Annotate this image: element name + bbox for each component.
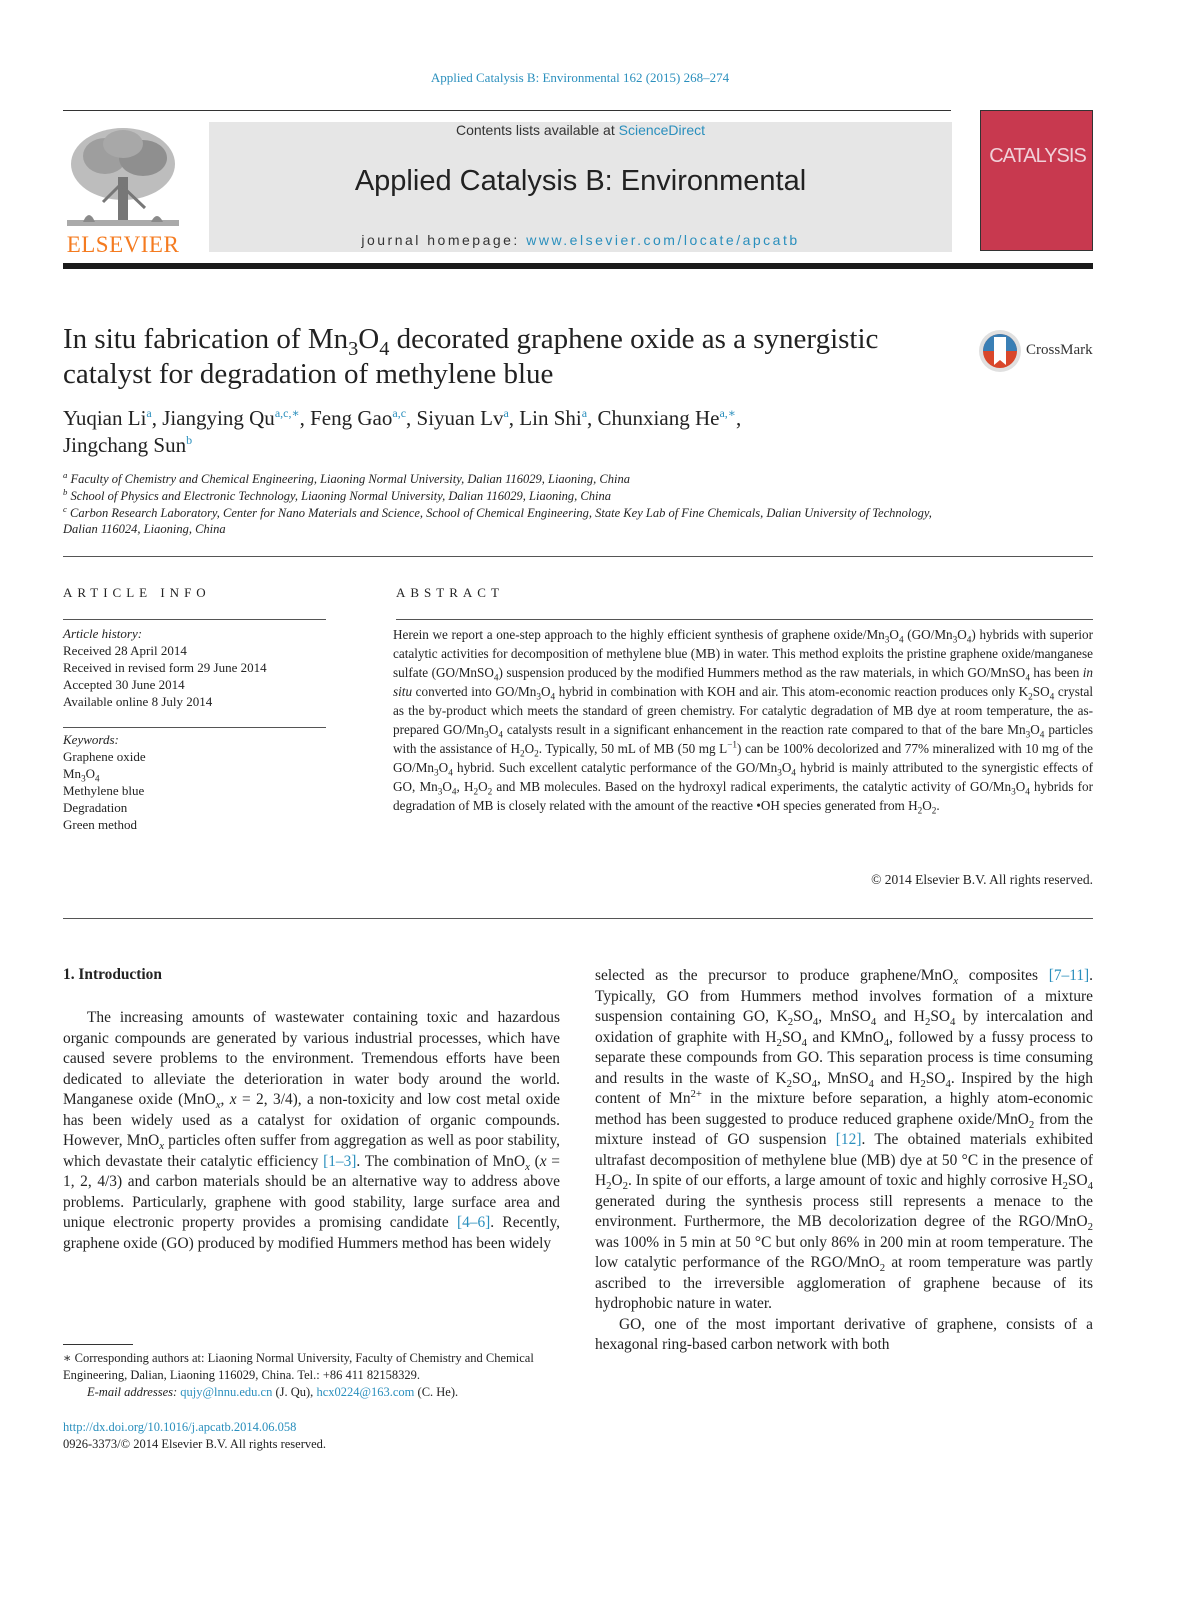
paragraph: The increasing amounts of wastewater containing toxic and hazardous organic compounds are generated by various industrial processes, which have caused severe problems to the environment. Tremendous efforts have been dedicated to alleviate the deterioration in water body around the world. Manganese oxide (MnO$_x$, x = 2, 3/4), a non-toxicity and low cost metal oxide has been widely used as a catalyst for oxidation of organic compounds. However, MnO$_x$ particles often suffer from aggregation as well as poor stability, which devastate their catalytic efficiency [1–3]. The combination of MnO$_x$ (x = 1, 2, 4/3) and carbon materials should be an alternative way to address above problems. Particularly, graphene with good stability, large surface area and unique electronic property provides a promising candidate [4–6]. Recently, graphene oxide (GO) produced by modified Hummers method has been widely — [63, 1009, 560, 1252]
doi-link[interactable]: http://dx.doi.org/10.1016/j.apcatb.2014.06.058 — [63, 1420, 297, 1434]
author-aff[interactable]: a — [503, 406, 509, 420]
homepage-prefix: journal homepage: — [361, 232, 527, 248]
author[interactable]: Chunxiang He — [597, 406, 720, 430]
crossmark-label: CrossMark — [1026, 342, 1093, 358]
divider — [63, 556, 1093, 557]
author-list: Yuqian Li$^a$, Jiangying $Qu^{a,c,∗}$, Feng Gao$^{a,c}$, Siyuan Lv$^a$, Lin Shi$^a$, Chunxiang $He^{a,∗}$, Jingchang Sun$^b$ — [63, 406, 742, 457]
keyword: Green method — [63, 817, 138, 832]
divider — [63, 727, 326, 728]
keywords-label: Keywords: — [63, 732, 119, 747]
journal-reference[interactable]: Applied Catalysis B: Environmental 162 (2015) 268–274 — [430, 70, 730, 85]
history-item: Available online 8 July 2014 — [63, 694, 213, 709]
author-aff[interactable]: a,c,∗ — [274, 406, 300, 420]
author[interactable]: Jiangying Qu — [162, 406, 275, 430]
keywords — [63, 731, 326, 833]
journal-title: Applied Catalysis B: Environmental — [354, 165, 807, 197]
abstract-text: Herein we report a one-step approach to the highly efficient synthesis of graphene oxide/$Mn_3O_4$ $(GO/Mn_3O_4)$ hybrids with superior catalytic activities for decomposition of methylene blue (MB) in water. This method exploits the pristine graphene oxide/manganese sulfate (GO/MnSO$_4$) suspension produced by the modified Hummers method as the raw materials, in which GO/MnSO$_4$ has been in situ converted into $GO/Mn_3O_4$ hybrid in combination with KOH and air. This atom-economic reaction produces only $K_2SO_4$ crystal as the by-product which meets the standard of green chemistry. For catalytic degradation of MB dye at room temperature, the as-prepared $GO/Mn_3O_4$ catalysts result in a significant enhancement in the reaction rate compared to that of the bare $Mn_3O_4$ particles with the assistance of $H_2O_2$. Typically, 50 mL of MB (50 mg $L^{-1}$) can be 100% decolorized and 77% mineralized with 10 mg of the $GO/Mn_3O_4$ hybrid. Such excellent catalytic performance of the $GO/Mn_3O_4$ hybrid is mainly attributed to the synergistic effects of GO, $Mn_3O_4$, $H_2O_2$ and MB molecules. Based on the hydroxyl radical experiments, the catalytic activity of $GO/Mn_3O_4$ hybrids for degradation of MB is closely related with the amount of the reactive •OH species generated from $H_2O_2$. — [393, 627, 1094, 816]
history-label: Article history: — [63, 626, 143, 641]
body-column-left — [63, 1008, 560, 1254]
contents-line — [209, 122, 952, 138]
history-item: Accepted 30 June 2014 — [63, 677, 185, 692]
author[interactable]: Siyuan Lv — [416, 406, 504, 430]
affiliation: $^c$ Carbon Research Laboratory, Center for Nano Materials and Science, School of Chemical Engineering, State Key Lab of Fine Chemicals, Dalian University of Technology, Dalian 116024, Liaoning, China — [63, 503, 932, 536]
citation-link[interactable]: [4–6] — [456, 1214, 491, 1231]
homepage-line — [209, 232, 952, 248]
email-line: E-mail addresses: qujy@lnnu.edu.cn (J. Qu), hcx0224@163.com (C. He). — [87, 1385, 459, 1399]
contents-prefix: Contents lists available at — [455, 122, 619, 138]
author[interactable]: Yuqian Li — [63, 406, 147, 430]
journal-cover-thumbnail[interactable] — [980, 110, 1093, 251]
paragraph: GO, one of the most important derivative of graphene, consists of a hexagonal ring-based carbon network with both — [595, 1315, 1093, 1353]
footnote-rule — [63, 1344, 133, 1345]
article-history — [63, 625, 326, 710]
author[interactable]: Feng Gao — [310, 406, 393, 430]
paragraph: selected as the precursor to produce graphene/MnO$_x$ composites [7–11]. Typically, GO from Hummers method involves formation of a mixture suspension containing GO, $K_2SO_4$, MnSO$_4$ and $H_2SO_4$ by intercalation and oxidation of graphite with $H_2SO_4$ and KMnO$_4$, followed by a fussy process to separate these compounds from GO. This separation process is time consuming and results in the waste of $K_2SO_4$, MnSO$_4$ and $H_2SO_4$. Inspired by the high content of $Mn^{2+}$ in the mixture before separation, a highly atom-economic method has been suggested to produce reduced graphene oxide/MnO$_2$ from the mixture instead of GO suspension [12]. The obtained materials exhibited ultrafast decomposition of methylene blue (MB) dye at 50 °C in the presence of $H_2O_2$. In spite of our efforts, a large amount of toxic and highly corrosive $H_2SO_4$ generated during the synthesis process still represents a menace to the environment. Furthermore, the MB decolorization degree of the RGO/MnO$_2$ was 100% in 5 min at 50 °C but only 86% in 200 min at room temperature. The low catalytic performance of the RGO/MnO$_2$ at room temperature was partly ascribed to the irreversible agglomeration of graphene because of its hydrophobic nature in water. — [595, 967, 1094, 1312]
author-aff[interactable]: b — [186, 433, 193, 447]
keyword: Graphene oxide — [63, 749, 146, 764]
citation-link[interactable]: [12] — [835, 1131, 862, 1148]
citation-link[interactable]: [1–3] — [323, 1152, 357, 1170]
crossmark-badge[interactable] — [978, 328, 1096, 374]
sciencedirect-link[interactable]: ScienceDirect — [618, 122, 705, 138]
email-link[interactable]: hcx0224@163.com — [316, 1385, 415, 1399]
author-aff[interactable]: a,∗ — [719, 406, 736, 420]
history-item: Received in revised form 29 June 2014 — [63, 660, 267, 675]
issn-line: 0926-3373/© 2014 Elsevier B.V. All rights reserved. — [63, 1437, 327, 1451]
citation-link[interactable]: [7–11] — [1048, 967, 1090, 984]
body-column-right — [595, 966, 1093, 1356]
author[interactable]: Jingchang Sun — [63, 433, 187, 457]
keyword: $Mn_3O_4$ — [63, 766, 100, 784]
author-aff[interactable]: a — [146, 406, 152, 420]
divider — [63, 619, 326, 620]
affiliation: $^b$ School of Physics and Electronic Technology, Liaoning Normal University, Dalian 116029, Liaoning, China — [63, 486, 611, 503]
abstract-copyright: © 2014 Elsevier B.V. All rights reserved. — [871, 872, 1093, 887]
crossmark-icon — [978, 328, 1022, 374]
history-item: Received 28 April 2014 — [63, 643, 187, 658]
divider — [63, 110, 951, 111]
section-heading: 1. Introduction — [63, 966, 162, 983]
corresponding-note: ∗ Corresponding authors at: Liaoning Normal University, Faculty of Chemistry and Chemical Engineering, Dalian, Liaoning 116029, China. Tel.: +86 411 82158329. — [63, 1351, 534, 1382]
footnote — [63, 1350, 560, 1401]
divider — [63, 918, 1093, 919]
keyword: Methylene blue — [63, 783, 145, 798]
homepage-link[interactable]: www.elsevier.com/locate/apcatb — [526, 232, 800, 248]
divider — [396, 619, 1093, 620]
author-aff[interactable]: a,c — [392, 406, 407, 420]
affiliation: $^a$ Faculty of Chemistry and Chemical Engineering, Liaoning Normal University, Dalian 116029, Liaoning, China — [63, 469, 630, 486]
elsevier-wordmark: ELSEVIER — [66, 232, 180, 257]
article-info-heading: ARTICLE INFO — [63, 585, 211, 600]
cover-title: CATALYSIS — [989, 145, 1086, 167]
email-link[interactable]: qujy@lnnu.edu.cn — [180, 1385, 273, 1399]
author[interactable]: Lin Shi — [519, 406, 582, 430]
abstract-heading: ABSTRACT — [396, 585, 504, 600]
keyword: Degradation — [63, 800, 128, 815]
article-title: In situ fabrication of $Mn_3O_4$ decorated graphene oxide as a synergistic catalyst for degradation of methylene blue — [63, 323, 879, 390]
author-aff[interactable]: a — [581, 406, 588, 420]
header-bar — [63, 263, 1093, 269]
